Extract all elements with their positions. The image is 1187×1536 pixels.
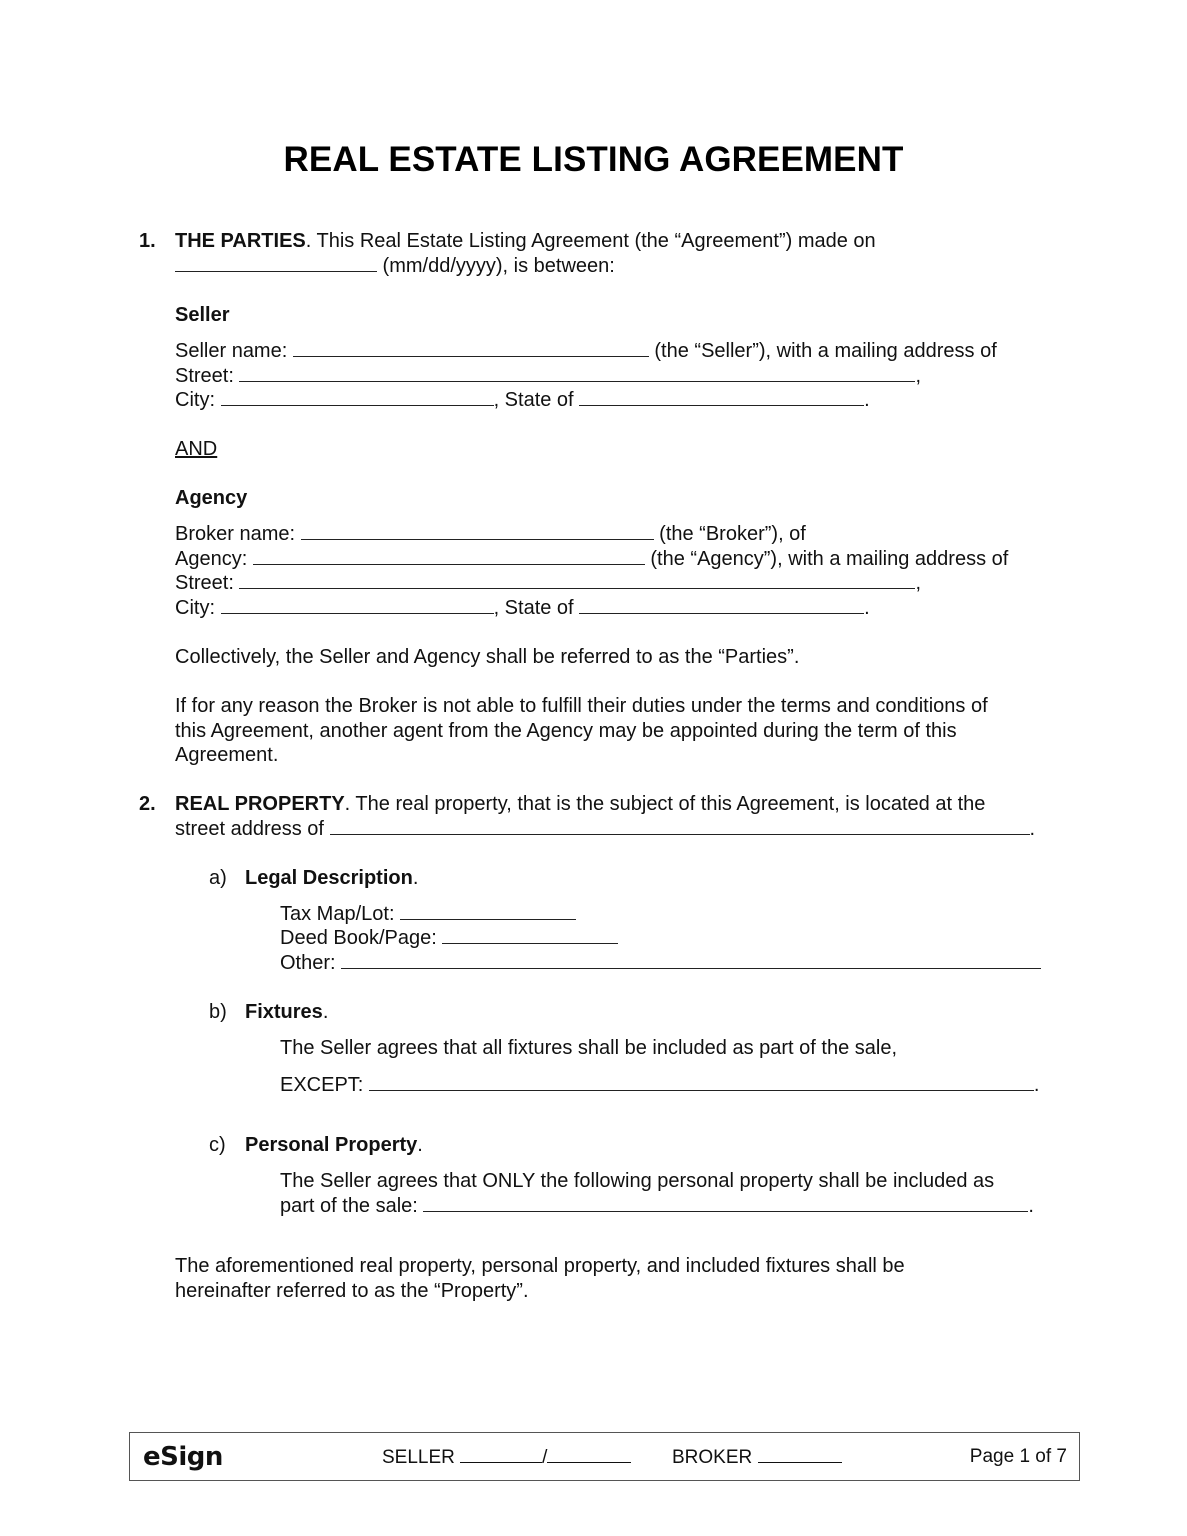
fixtures-except-suffix: . bbox=[1033, 1074, 1040, 1096]
broker-initials-label: BROKER bbox=[672, 1447, 758, 1468]
personal-property-field[interactable] bbox=[423, 1194, 1028, 1212]
seller-street-line bbox=[175, 364, 921, 388]
agency-city-field[interactable] bbox=[221, 596, 494, 614]
property-address-suffix: . bbox=[1029, 818, 1036, 840]
agency-name-label: Agency: bbox=[175, 548, 253, 570]
other-description-line bbox=[280, 951, 1041, 975]
property-address-label: street address of bbox=[175, 818, 330, 840]
seller-heading: Seller bbox=[175, 304, 230, 326]
subsection-c-title bbox=[245, 1133, 423, 1157]
agency-street-suffix: , bbox=[915, 572, 922, 594]
fixtures-except-label: EXCEPT: bbox=[280, 1074, 369, 1096]
fixtures-period: . bbox=[322, 1001, 329, 1023]
broker-clause-line-3: Agreement. bbox=[175, 744, 279, 766]
broker-name-suffix: (the “Broker”), of bbox=[653, 523, 806, 545]
personal-property-line bbox=[280, 1194, 1034, 1218]
seller-city-line bbox=[175, 388, 870, 412]
seller-name-field[interactable] bbox=[293, 339, 649, 357]
esign-logo: eSign bbox=[143, 1442, 223, 1472]
agency-name-suffix: (the “Agency”), with a mailing address of bbox=[644, 548, 1009, 570]
seller-name-line bbox=[175, 339, 997, 363]
personal-property-heading: Personal Property bbox=[245, 1134, 418, 1156]
tax-map-field[interactable] bbox=[400, 902, 576, 920]
section-2-number: 2. bbox=[139, 793, 156, 815]
seller-state-suffix: . bbox=[864, 389, 870, 411]
property-address-field[interactable] bbox=[330, 817, 1030, 835]
deed-book-line bbox=[280, 926, 618, 950]
fixtures-heading: Fixtures bbox=[245, 1001, 323, 1023]
subsection-a-marker: a) bbox=[209, 867, 227, 889]
agency-state-field[interactable] bbox=[579, 596, 864, 614]
subsection-c-marker: c) bbox=[209, 1134, 226, 1156]
broker-clause-line-2: this Agreement, another agent from the Agency may be appointed during the term of this bbox=[175, 720, 957, 742]
agency-street-label: Street: bbox=[175, 572, 240, 594]
seller-name-label: Seller name: bbox=[175, 340, 293, 362]
personal-property-period: . bbox=[417, 1134, 423, 1156]
other-description-field[interactable] bbox=[341, 951, 1041, 969]
section-1-intro bbox=[175, 229, 876, 253]
agency-name-field[interactable] bbox=[253, 547, 645, 565]
seller-city-label: City: bbox=[175, 389, 221, 411]
section-2-intro bbox=[175, 792, 985, 816]
tax-map-line bbox=[280, 902, 576, 926]
seller-initials-separator: / bbox=[542, 1447, 548, 1468]
agreement-date-line bbox=[175, 254, 615, 278]
page-footer bbox=[129, 1432, 1080, 1481]
seller-initials bbox=[382, 1446, 631, 1469]
section-1-heading: THE PARTIES bbox=[175, 230, 306, 252]
seller-street-suffix: , bbox=[915, 365, 922, 387]
seller-initials-field-2[interactable] bbox=[547, 1446, 631, 1463]
agency-state-suffix: . bbox=[864, 597, 870, 619]
broker-name-line bbox=[175, 522, 806, 546]
seller-initials-label: SELLER bbox=[382, 1447, 461, 1468]
fixtures-except-line bbox=[280, 1073, 1039, 1097]
deed-book-field[interactable] bbox=[442, 926, 618, 944]
date-format-hint: (mm/dd/yyyy), is between: bbox=[377, 255, 615, 277]
section-1-number: 1. bbox=[139, 230, 156, 252]
section-2-intro-text: . The real property, that is the subject of this Agreement, is located at the bbox=[344, 793, 986, 815]
section-2-heading: REAL PROPERTY bbox=[175, 793, 345, 815]
subsection-b-title bbox=[245, 1000, 328, 1024]
and-label: AND bbox=[175, 438, 218, 460]
other-description-label: Other: bbox=[280, 952, 342, 974]
seller-name-suffix: (the “Seller”), with a mailing address of bbox=[648, 340, 997, 362]
tax-map-label: Tax Map/Lot: bbox=[280, 903, 401, 925]
property-definition-line-1: The aforementioned real property, personal property, and included fixtures shall be bbox=[175, 1255, 905, 1277]
agreement-date-field[interactable] bbox=[175, 254, 377, 272]
property-address-line bbox=[175, 817, 1035, 841]
legal-description-heading: Legal Description bbox=[245, 867, 413, 889]
broker-name-field[interactable] bbox=[301, 522, 654, 540]
agency-street-line bbox=[175, 571, 921, 595]
agency-heading: Agency bbox=[175, 487, 248, 509]
deed-book-label: Deed Book/Page: bbox=[280, 927, 443, 949]
seller-state-label: , State of bbox=[493, 389, 580, 411]
personal-property-text-1: The Seller agrees that ONLY the following personal property shall be included as bbox=[280, 1170, 995, 1192]
agency-city-label: City: bbox=[175, 597, 221, 619]
seller-street-field[interactable] bbox=[239, 364, 915, 382]
broker-name-label: Broker name: bbox=[175, 523, 301, 545]
broker-clause-line-1: If for any reason the Broker is not able to fulfill their duties under the terms and conditions of bbox=[175, 695, 988, 717]
seller-initials-field-1[interactable] bbox=[460, 1446, 542, 1463]
broker-initials-field[interactable] bbox=[758, 1446, 842, 1463]
agency-street-field[interactable] bbox=[239, 571, 915, 589]
property-definition-line-2: hereinafter referred to as the “Property”. bbox=[175, 1280, 529, 1302]
fixtures-except-field[interactable] bbox=[369, 1073, 1034, 1091]
personal-property-label: part of the sale: bbox=[280, 1195, 424, 1217]
seller-state-field[interactable] bbox=[579, 388, 864, 406]
personal-property-suffix: . bbox=[1028, 1195, 1034, 1217]
fixtures-text: The Seller agrees that all fixtures shall be included as part of the sale, bbox=[280, 1037, 898, 1059]
document-title: REAL ESTATE LISTING AGREEMENT bbox=[283, 140, 904, 179]
broker-initials bbox=[672, 1446, 842, 1469]
parties-definition: Collectively, the Seller and Agency shall be referred to as the “Parties”. bbox=[175, 646, 800, 668]
agency-city-line bbox=[175, 596, 870, 620]
agency-name-line bbox=[175, 547, 1008, 571]
seller-city-field[interactable] bbox=[221, 388, 494, 406]
legal-description-period: . bbox=[412, 867, 419, 889]
agency-state-label: , State of bbox=[493, 597, 580, 619]
seller-street-label: Street: bbox=[175, 365, 240, 387]
subsection-a-title bbox=[245, 866, 418, 890]
subsection-b-marker: b) bbox=[209, 1001, 227, 1023]
section-1-intro-text: . This Real Estate Listing Agreement (the “Agreement”) made on bbox=[305, 230, 876, 252]
page-number: Page 1 of 7 bbox=[969, 1446, 1067, 1467]
